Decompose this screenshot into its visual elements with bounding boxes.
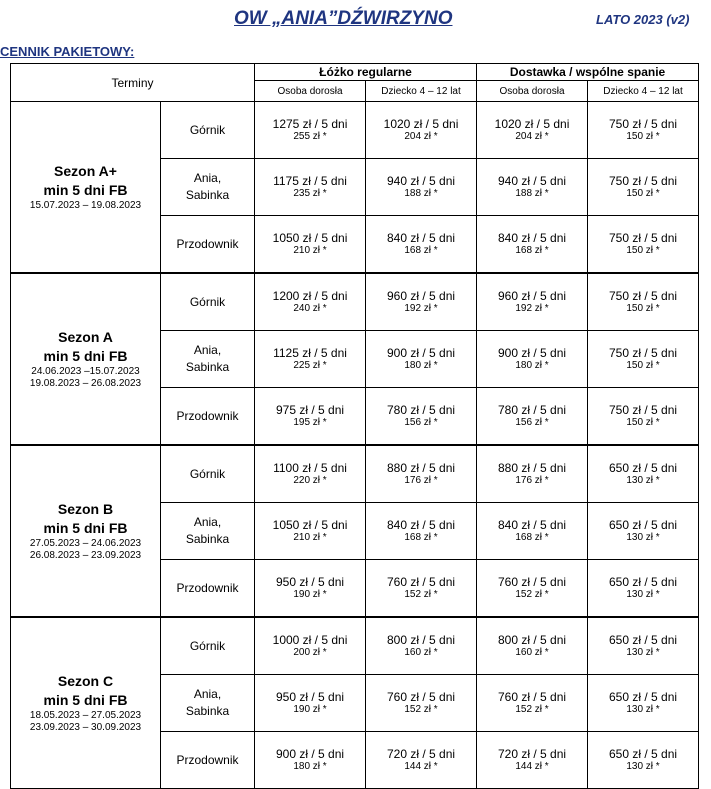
daily-price: 225 zł * bbox=[293, 360, 327, 371]
daily-price: 152 zł * bbox=[515, 704, 549, 715]
table-row bbox=[11, 445, 699, 503]
daily-price: 188 zł * bbox=[404, 188, 438, 199]
package-price: 750 zł / 5 dni bbox=[609, 117, 678, 131]
package-price: 760 zł / 5 dni bbox=[386, 690, 456, 704]
daily-price: 168 zł * bbox=[515, 245, 549, 256]
daily-price: 150 zł * bbox=[626, 188, 660, 199]
package-price: 650 zł / 5 dni bbox=[609, 747, 678, 761]
daily-price: 160 zł * bbox=[404, 647, 438, 658]
table-row bbox=[11, 102, 699, 159]
price-cell bbox=[255, 675, 366, 732]
daily-price: 210 zł * bbox=[293, 532, 327, 543]
daily-price: 204 zł * bbox=[515, 131, 549, 142]
price-cell bbox=[588, 102, 699, 159]
season-name: Sezon A+ bbox=[54, 163, 117, 179]
price-cell bbox=[366, 159, 477, 216]
package-price: 960 zł / 5 dni bbox=[497, 289, 567, 303]
price-cell bbox=[588, 617, 699, 675]
daily-price: 204 zł * bbox=[404, 131, 438, 142]
daily-price: 130 zł * bbox=[626, 761, 660, 772]
room-name: Ania, Sabinka bbox=[161, 331, 255, 388]
adult-header: Osoba dorosła bbox=[477, 81, 588, 102]
season-cell bbox=[11, 445, 161, 617]
season-name: Sezon C bbox=[57, 673, 114, 689]
price-cell bbox=[588, 445, 699, 503]
package-price: 650 zł / 5 dni bbox=[609, 575, 678, 589]
price-cell bbox=[366, 102, 477, 159]
price-cell bbox=[255, 617, 366, 675]
package-price: 650 zł / 5 dni bbox=[609, 461, 678, 475]
document-title: OW „ANIA”DŹWIRZYNO bbox=[234, 8, 453, 29]
daily-price: 144 zł * bbox=[515, 761, 549, 772]
package-price: 650 zł / 5 dni bbox=[609, 518, 678, 532]
daily-price: 130 zł * bbox=[626, 589, 660, 600]
price-cell bbox=[477, 503, 588, 560]
package-price: 760 zł / 5 dni bbox=[497, 575, 567, 589]
daily-price: 188 zł * bbox=[515, 188, 549, 199]
price-cell bbox=[255, 331, 366, 388]
room-name: Przodownik bbox=[161, 732, 255, 789]
package-price: 720 zł / 5 dni bbox=[386, 747, 456, 761]
daily-price: 220 zł * bbox=[293, 475, 327, 486]
package-price: 880 zł / 5 dni bbox=[497, 461, 567, 475]
daily-price: 150 zł * bbox=[626, 417, 660, 428]
package-price: 780 zł / 5 dni bbox=[497, 403, 567, 417]
price-cell bbox=[255, 445, 366, 503]
daily-price: 180 zł * bbox=[515, 360, 549, 371]
adult-header: Osoba dorosła bbox=[255, 81, 366, 102]
table-row bbox=[11, 273, 699, 331]
daily-price: 152 zł * bbox=[404, 589, 438, 600]
price-cell bbox=[477, 216, 588, 274]
room-name: Przodownik bbox=[161, 216, 255, 274]
daily-price: 180 zł * bbox=[293, 761, 327, 772]
price-cell bbox=[588, 388, 699, 446]
price-cell bbox=[477, 445, 588, 503]
package-price: 750 zł / 5 dni bbox=[609, 289, 678, 303]
season-subtitle: min 5 dni FB bbox=[43, 182, 128, 198]
room-name: Ania, Sabinka bbox=[161, 675, 255, 732]
daily-price: 130 zł * bbox=[626, 475, 660, 486]
table-row bbox=[11, 617, 699, 675]
package-price: 750 zł / 5 dni bbox=[609, 174, 678, 188]
season-subtitle: min 5 dni FB bbox=[43, 692, 128, 708]
package-price: 900 zł / 5 dni bbox=[275, 747, 345, 761]
price-cell bbox=[255, 732, 366, 789]
daily-price: 156 zł * bbox=[515, 417, 549, 428]
price-cell bbox=[477, 102, 588, 159]
package-price: 750 zł / 5 dni bbox=[609, 346, 678, 360]
package-price: 940 zł / 5 dni bbox=[386, 174, 456, 188]
daily-price: 130 zł * bbox=[626, 532, 660, 543]
room-name: Przodownik bbox=[161, 388, 255, 446]
price-cell bbox=[366, 560, 477, 618]
price-cell bbox=[588, 503, 699, 560]
price-cell bbox=[588, 159, 699, 216]
package-price: 880 zł / 5 dni bbox=[386, 461, 456, 475]
price-table-body bbox=[11, 102, 699, 789]
package-price: 1275 zł / 5 dni bbox=[272, 117, 348, 131]
package-price: 1200 zł / 5 dni bbox=[272, 289, 348, 303]
price-cell bbox=[588, 560, 699, 618]
room-name: Górnik bbox=[161, 617, 255, 675]
daily-price: 176 zł * bbox=[515, 475, 549, 486]
regular-bed-header: Łóżko regularne bbox=[255, 64, 477, 81]
daily-price: 168 zł * bbox=[404, 245, 438, 256]
package-price: 760 zł / 5 dni bbox=[386, 575, 456, 589]
package-price: 900 zł / 5 dni bbox=[497, 346, 567, 360]
price-cell bbox=[366, 273, 477, 331]
daily-price: 168 zł * bbox=[515, 532, 549, 543]
price-cell bbox=[255, 273, 366, 331]
price-cell bbox=[366, 331, 477, 388]
package-price: 840 zł / 5 dni bbox=[497, 231, 567, 245]
room-name: Górnik bbox=[161, 445, 255, 503]
daily-price: 255 zł * bbox=[293, 131, 327, 142]
daily-price: 150 zł * bbox=[626, 303, 660, 314]
price-cell bbox=[255, 503, 366, 560]
daily-price: 144 zł * bbox=[404, 761, 438, 772]
price-cell bbox=[366, 216, 477, 274]
room-name: Górnik bbox=[161, 102, 255, 159]
daily-price: 152 zł * bbox=[404, 704, 438, 715]
price-cell bbox=[588, 331, 699, 388]
price-cell bbox=[255, 102, 366, 159]
package-price: 750 zł / 5 dni bbox=[609, 231, 678, 245]
daily-price: 192 zł * bbox=[515, 303, 549, 314]
package-price: 800 zł / 5 dni bbox=[497, 633, 567, 647]
price-cell bbox=[477, 732, 588, 789]
price-cell bbox=[255, 560, 366, 618]
price-cell bbox=[588, 732, 699, 789]
daily-price: 176 zł * bbox=[404, 475, 438, 486]
package-price: 1125 zł / 5 dni bbox=[273, 346, 347, 360]
season-dates: 27.05.2023 – 24.06.2023 26.08.2023 – 23.09.2023 bbox=[29, 538, 142, 561]
daily-price: 130 zł * bbox=[626, 647, 660, 658]
daily-price: 180 zł * bbox=[404, 360, 438, 371]
room-name: Ania, Sabinka bbox=[161, 159, 255, 216]
terms-header: Terminy bbox=[11, 64, 255, 102]
package-price: 1050 zł / 5 dni bbox=[272, 231, 348, 245]
room-name: Górnik bbox=[161, 273, 255, 331]
price-cell bbox=[255, 216, 366, 274]
extra-bed-header: Dostawka / wspólne spanie bbox=[477, 64, 699, 81]
price-cell bbox=[366, 388, 477, 446]
room-name: Przodownik bbox=[161, 560, 255, 618]
child-header: Dziecko 4 – 12 lat bbox=[588, 81, 699, 102]
price-cell bbox=[366, 732, 477, 789]
daily-price: 150 zł * bbox=[626, 360, 660, 371]
season-cell bbox=[11, 617, 161, 789]
package-price: 1020 zł / 5 dni bbox=[383, 117, 459, 131]
daily-price: 150 zł * bbox=[626, 245, 660, 256]
package-price: 840 zł / 5 dni bbox=[386, 518, 456, 532]
daily-price: 152 zł * bbox=[515, 589, 549, 600]
price-cell bbox=[477, 675, 588, 732]
price-cell bbox=[588, 216, 699, 274]
package-price: 750 zł / 5 dni bbox=[609, 403, 678, 417]
price-cell bbox=[477, 331, 588, 388]
daily-price: 192 zł * bbox=[404, 303, 438, 314]
price-cell bbox=[255, 159, 366, 216]
package-price: 950 zł / 5 dni bbox=[275, 575, 345, 589]
package-price: 940 zł / 5 dni bbox=[497, 174, 567, 188]
price-cell bbox=[588, 675, 699, 732]
package-price: 950 zł / 5 dni bbox=[275, 690, 345, 704]
daily-price: 235 zł * bbox=[293, 188, 327, 199]
package-price: 840 zł / 5 dni bbox=[386, 231, 456, 245]
price-cell bbox=[477, 273, 588, 331]
daily-price: 210 zł * bbox=[293, 245, 327, 256]
daily-price: 190 zł * bbox=[293, 589, 327, 600]
season-dates: 24.06.2023 –15.07.2023 19.08.2023 – 26.08.2023 bbox=[29, 366, 142, 389]
price-cell bbox=[588, 273, 699, 331]
season-name: Sezon B bbox=[57, 501, 114, 517]
season-subtitle: min 5 dni FB bbox=[43, 520, 128, 536]
package-price: 650 zł / 5 dni bbox=[609, 690, 678, 704]
daily-price: 240 zł * bbox=[293, 303, 327, 314]
package-price: 1050 zł / 5 dni bbox=[272, 518, 348, 532]
season-name: Sezon A bbox=[58, 329, 113, 345]
package-price: 780 zł / 5 dni bbox=[386, 403, 456, 417]
daily-price: 168 zł * bbox=[404, 532, 438, 543]
price-cell bbox=[366, 617, 477, 675]
price-cell bbox=[477, 560, 588, 618]
price-table bbox=[10, 63, 699, 789]
season-dates: 15.07.2023 – 19.08.2023 bbox=[29, 200, 142, 211]
daily-price: 150 zł * bbox=[626, 131, 660, 142]
package-price: 720 zł / 5 dni bbox=[497, 747, 567, 761]
daily-price: 130 zł * bbox=[626, 704, 660, 715]
price-cell bbox=[477, 159, 588, 216]
daily-price: 190 zł * bbox=[293, 704, 327, 715]
package-price: 1100 zł / 5 dni bbox=[273, 461, 347, 475]
price-cell bbox=[255, 388, 366, 446]
child-header: Dziecko 4 – 12 lat bbox=[366, 81, 477, 102]
package-price: 1175 zł / 5 dni bbox=[273, 174, 347, 188]
price-cell bbox=[366, 445, 477, 503]
daily-price: 160 zł * bbox=[515, 647, 549, 658]
section-heading: CENNIK PAKIETOWY: bbox=[0, 44, 135, 59]
package-price: 900 zł / 5 dni bbox=[386, 346, 456, 360]
package-price: 960 zł / 5 dni bbox=[386, 289, 456, 303]
season-cell bbox=[11, 273, 161, 445]
daily-price: 195 zł * bbox=[293, 417, 327, 428]
daily-price: 156 zł * bbox=[404, 417, 438, 428]
package-price: 975 zł / 5 dni bbox=[275, 403, 345, 417]
price-cell bbox=[366, 675, 477, 732]
season-dates: 18.05.2023 – 27.05.2023 23.09.2023 – 30.09.2023 bbox=[29, 710, 142, 733]
package-price: 760 zł / 5 dni bbox=[497, 690, 567, 704]
season-cell bbox=[11, 102, 161, 274]
season-subtitle: min 5 dni FB bbox=[43, 348, 128, 364]
package-price: 840 zł / 5 dni bbox=[497, 518, 567, 532]
price-cell bbox=[366, 503, 477, 560]
package-price: 800 zł / 5 dni bbox=[386, 633, 456, 647]
room-name: Ania, Sabinka bbox=[161, 503, 255, 560]
price-cell bbox=[477, 617, 588, 675]
daily-price: 200 zł * bbox=[293, 647, 327, 658]
price-cell bbox=[477, 388, 588, 446]
season-version: LATO 2023 (v2) bbox=[596, 12, 690, 27]
package-price: 1020 zł / 5 dni bbox=[494, 117, 570, 131]
package-price: 650 zł / 5 dni bbox=[609, 633, 678, 647]
package-price: 1000 zł / 5 dni bbox=[272, 633, 348, 647]
